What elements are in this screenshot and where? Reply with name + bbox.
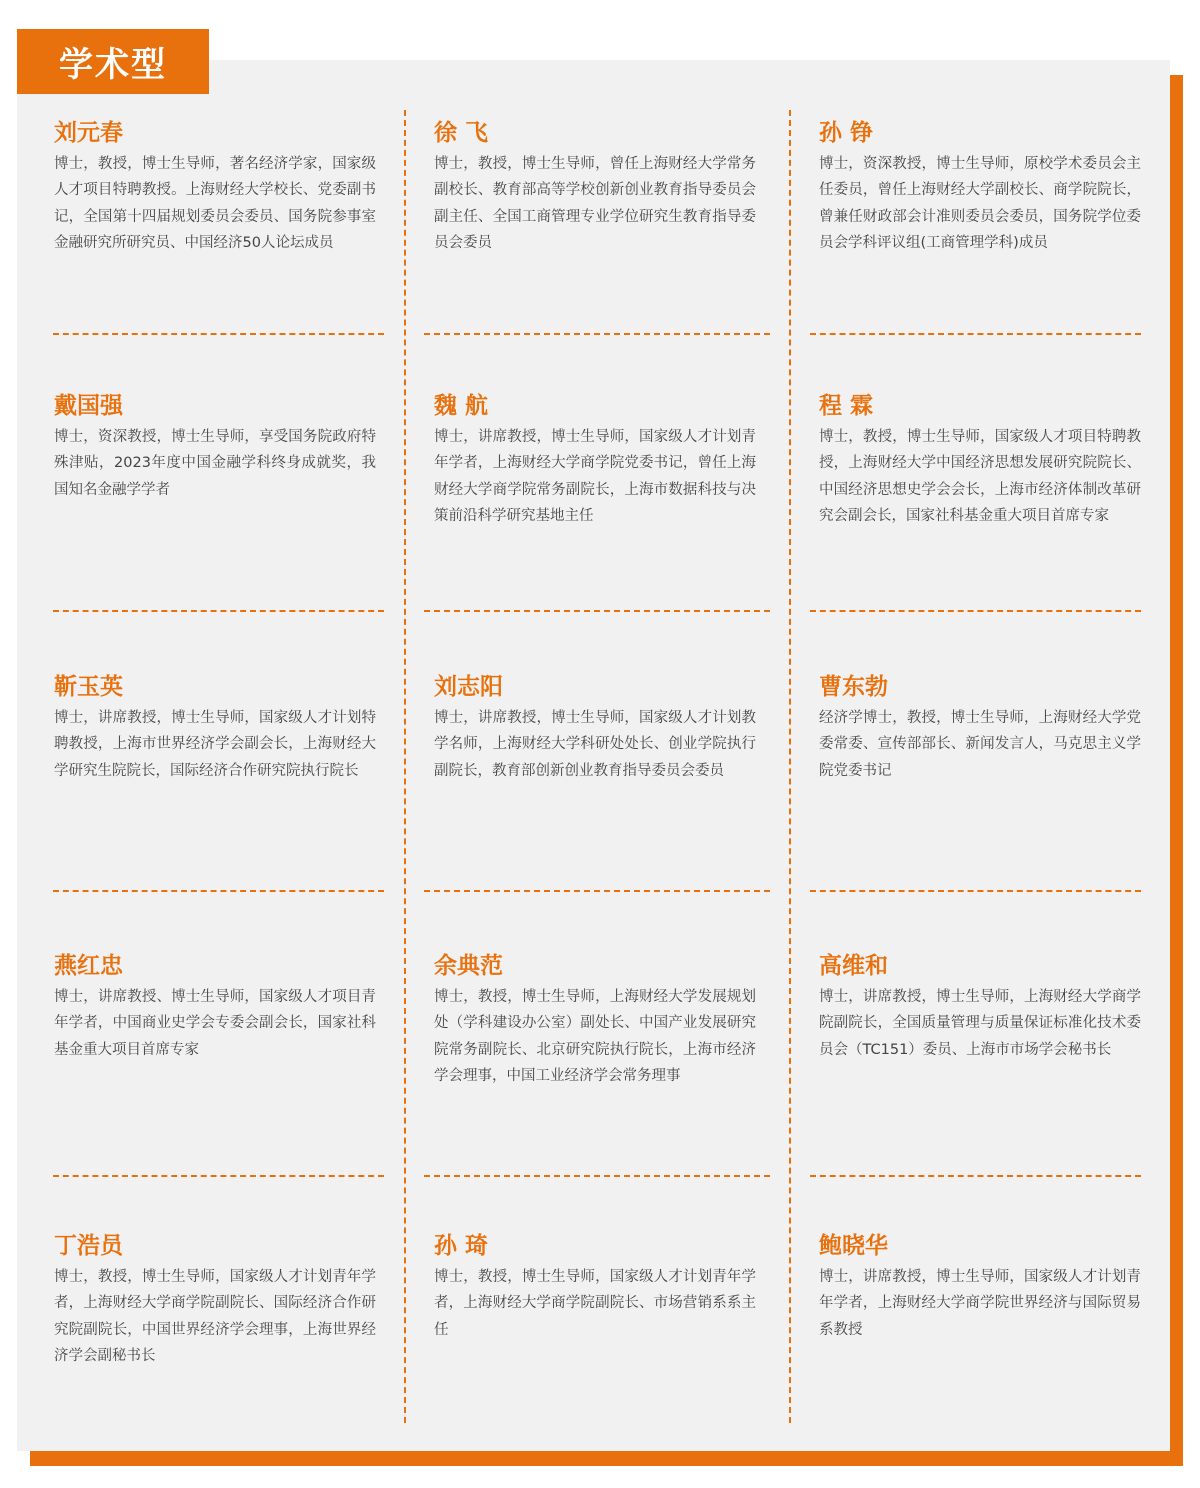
faculty-bio: 博士，讲席教授，博士生导师，国家级人才计划特聘教授，上海市世界经济学会副会长，上海财经大学研究生院院长，国际经济合作研究院执行院长 (54, 710, 376, 779)
faculty-bio: 博士，教授，博士生导师，国家级人才项目特聘教授，上海财经大学中国经济思想发展研究院院长、中国经济思想史学会会长，上海市经济体制改革研究会副会长，国家社科基金重大项目首席专家 (819, 429, 1141, 525)
faculty-card (819, 672, 1141, 784)
faculty-name: 魏 航 (434, 393, 489, 419)
faculty-card (54, 951, 376, 1063)
faculty-name: 余典范 (434, 953, 503, 979)
faculty-bio: 博士，教授，博士生导师，曾任上海财经大学常务副校长、教育部高等学校创新创业教育指导委员会副主任、全国工商管理专业学位研究生教育指导委员会委员 (434, 156, 756, 252)
faculty-card (434, 118, 756, 257)
faculty-bio: 博士，资深教授，博士生导师，享受国务院政府特殊津贴，2023年度中国金融学科终身成就奖，我国知名金融学学者 (54, 429, 376, 498)
row-divider (424, 890, 770, 892)
faculty-card (54, 672, 376, 784)
faculty-bio: 经济学博士，教授，博士生导师，上海财经大学党委常委、宣传部部长、新闻发言人，马克思主义学院党委书记 (819, 710, 1141, 779)
row-divider (424, 333, 770, 335)
row-divider (810, 610, 1141, 612)
faculty-bio: 博士，讲席教授、博士生导师，国家级人才项目青年学者，中国商业史学会专委会副会长，国家社科基金重大项目首席专家 (54, 989, 376, 1058)
faculty-card (54, 391, 376, 503)
faculty-name: 靳玉英 (54, 674, 123, 700)
faculty-card (434, 672, 756, 784)
column-divider (404, 110, 406, 1423)
faculty-bio: 博士，讲席教授，博士生导师，国家级人才计划青年学者，上海财经大学商学院党委书记，曾任上海财经大学商学院常务副院长，上海市数据科技与决策前沿科学研究基地主任 (434, 429, 756, 525)
faculty-card (54, 1231, 376, 1370)
faculty-card (819, 391, 1141, 530)
faculty-bio: 博士，教授，博士生导师，著名经济学家，国家级人才项目特聘教授。上海财经大学校长、党委副书记，全国第十四届规划委员会委员、国务院参事室金融研究所研究员、中国经济50人论坛成员 (54, 156, 376, 252)
faculty-name: 徐 飞 (434, 120, 489, 146)
faculty-name: 刘元春 (54, 120, 123, 146)
row-divider (53, 610, 384, 612)
faculty-name: 燕红忠 (54, 953, 123, 979)
row-divider (424, 1175, 770, 1177)
column-divider (789, 110, 791, 1423)
faculty-card (434, 951, 756, 1090)
faculty-name: 刘志阳 (434, 674, 503, 700)
faculty-name: 丁浩员 (54, 1233, 123, 1259)
faculty-bio: 博士，讲席教授，博士生导师，国家级人才计划青年学者，上海财经大学商学院世界经济与国际贸易系教授 (819, 1269, 1141, 1338)
faculty-name: 曹东勃 (819, 674, 888, 700)
row-divider (810, 890, 1141, 892)
faculty-bio: 博士，讲席教授，博士生导师，国家级人才计划教学名师，上海财经大学科研处处长、创业学院执行副院长，教育部创新创业教育指导委员会委员 (434, 710, 756, 779)
row-divider (53, 333, 384, 335)
faculty-card (54, 118, 376, 257)
faculty-name: 孙 铮 (819, 120, 874, 146)
faculty-bio: 博士，讲席教授，博士生导师，上海财经大学商学院副院长，全国质量管理与质量保证标准化技术委员会（TC151）委员、上海市市场学会秘书长 (819, 989, 1141, 1058)
faculty-name: 高维和 (819, 953, 888, 979)
faculty-name: 孙 琦 (434, 1233, 489, 1259)
row-divider (424, 610, 770, 612)
faculty-card (434, 391, 756, 530)
row-divider (810, 333, 1141, 335)
faculty-card (819, 951, 1141, 1063)
section-title-tag (17, 29, 209, 94)
faculty-bio: 博士，资深教授，博士生导师，原校学术委员会主任委员，曾任上海财经大学副校长、商学院院长，曾兼任财政部会计准则委员会委员，国务院学位委员会学科评议组(工商管理学科)成员 (819, 156, 1141, 252)
section-title: 学术型 (59, 45, 167, 85)
faculty-card (819, 1231, 1141, 1343)
faculty-bio: 博士，教授，博士生导师，上海财经大学发展规划处（学科建设办公室）副处长、中国产业发展研究院常务副院长、北京研究院执行院长，上海市经济学会理事，中国工业经济学会常务理事 (434, 989, 756, 1085)
faculty-card (819, 118, 1141, 257)
row-divider (810, 1175, 1141, 1177)
faculty-name: 戴国强 (54, 393, 123, 419)
faculty-name: 程 霖 (819, 393, 874, 419)
faculty-card (434, 1231, 756, 1343)
faculty-name: 鲍晓华 (819, 1233, 888, 1259)
row-divider (53, 890, 384, 892)
faculty-bio: 博士，教授，博士生导师，国家级人才计划青年学者，上海财经大学商学院副院长、市场营销系系主任 (434, 1269, 756, 1338)
row-divider (53, 1175, 384, 1177)
faculty-bio: 博士，教授，博士生导师，国家级人才计划青年学者，上海财经大学商学院副院长、国际经济合作研究院副院长，中国世界经济学会理事，上海世界经济学会副秘书长 (54, 1269, 376, 1365)
